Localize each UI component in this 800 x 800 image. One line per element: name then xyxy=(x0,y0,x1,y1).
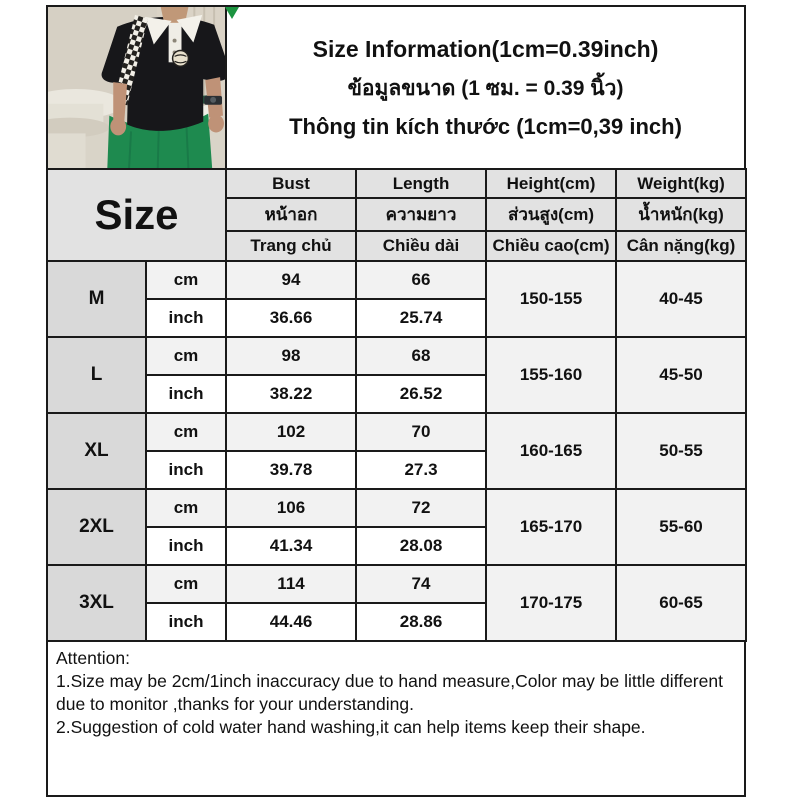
unit-cm-label: cm xyxy=(146,489,226,527)
size-label-xl: XL xyxy=(47,413,146,489)
table-row-l-cm xyxy=(47,337,746,375)
length-inch-value: 28.08 xyxy=(356,527,486,565)
table-row-2xl-cm xyxy=(47,489,746,527)
length-cm-value: 74 xyxy=(356,565,486,603)
unit-cm-label: cm xyxy=(146,565,226,603)
col-header-height-vi: Chiều cao(cm) xyxy=(486,231,616,261)
col-header-height-th: ส่วนสูง(cm) xyxy=(486,198,616,231)
product-photo-illustration xyxy=(48,7,225,168)
size-label-2xl: 2XL xyxy=(47,489,146,565)
size-header-cell: Size xyxy=(47,169,226,261)
col-header-length-vi: Chiều dài xyxy=(356,231,486,261)
weight-value: 60-65 xyxy=(616,565,746,641)
unit-cm-label: cm xyxy=(146,337,226,375)
unit-inch-label: inch xyxy=(146,527,226,565)
unit-inch-label: inch xyxy=(146,603,226,641)
bust-cm-value: 102 xyxy=(226,413,356,451)
weight-value: 50-55 xyxy=(616,413,746,489)
length-inch-value: 25.74 xyxy=(356,299,486,337)
header-row-en xyxy=(47,169,746,198)
bust-cm-value: 98 xyxy=(226,337,356,375)
size-chart-container xyxy=(46,5,746,797)
size-label-3xl: 3XL xyxy=(47,565,146,641)
unit-inch-label: inch xyxy=(146,451,226,489)
length-inch-value: 26.52 xyxy=(356,375,486,413)
col-header-weight-en: Weight(kg) xyxy=(616,169,746,198)
length-inch-value: 27.3 xyxy=(356,451,486,489)
weight-value: 55-60 xyxy=(616,489,746,565)
col-header-bust-th: หน้าอก xyxy=(226,198,356,231)
unit-inch-label: inch xyxy=(146,299,226,337)
top-block xyxy=(46,5,746,170)
weight-value: 40-45 xyxy=(616,261,746,337)
attention-line-2: 2.Suggestion of cold water hand washing,it can help items keep their shape. xyxy=(56,717,646,738)
attention-line-1: 1.Size may be 2cm/1inch inaccuracy due to hand measure,Color may be little different due to monitor ,thanks for your understanding. xyxy=(56,671,723,715)
table-row-3xl-cm xyxy=(47,565,746,603)
bust-inch-value: 36.66 xyxy=(226,299,356,337)
bust-cm-value: 94 xyxy=(226,261,356,299)
size-table xyxy=(46,168,747,642)
bust-inch-value: 44.46 xyxy=(226,603,356,641)
col-header-length-en: Length xyxy=(356,169,486,198)
bust-cm-value: 106 xyxy=(226,489,356,527)
length-inch-value: 28.86 xyxy=(356,603,486,641)
col-header-weight-vi: Cân nặng(kg) xyxy=(616,231,746,261)
bust-cm-value: 114 xyxy=(226,565,356,603)
height-value: 160-165 xyxy=(486,413,616,489)
size-info-titles xyxy=(227,7,744,168)
title-english: Size Information(1cm=0.39inch) xyxy=(312,35,659,62)
bust-inch-value: 39.78 xyxy=(226,451,356,489)
length-cm-value: 72 xyxy=(356,489,486,527)
col-header-length-th: ความยาว xyxy=(356,198,486,231)
height-value: 165-170 xyxy=(486,489,616,565)
length-cm-value: 70 xyxy=(356,413,486,451)
height-value: 155-160 xyxy=(486,337,616,413)
height-value: 170-175 xyxy=(486,565,616,641)
attention-label: Attention: xyxy=(56,648,130,668)
col-header-weight-th: น้ำหนัก(kg) xyxy=(616,198,746,231)
col-header-bust-en: Bust xyxy=(226,169,356,198)
unit-cm-label: cm xyxy=(146,413,226,451)
length-cm-value: 66 xyxy=(356,261,486,299)
unit-inch-label: inch xyxy=(146,375,226,413)
size-label-l: L xyxy=(47,337,146,413)
height-value: 150-155 xyxy=(486,261,616,337)
product-photo xyxy=(48,7,227,168)
size-label-m: M xyxy=(47,261,146,337)
attention-note xyxy=(46,640,746,797)
col-header-height-en: Height(cm) xyxy=(486,169,616,198)
title-thai: ข้อมูลขนาด (1 ซม. = 0.39 นิ้ว) xyxy=(347,76,624,100)
table-row-xl-cm xyxy=(47,413,746,451)
weight-value: 45-50 xyxy=(616,337,746,413)
bust-inch-value: 38.22 xyxy=(226,375,356,413)
length-cm-value: 68 xyxy=(356,337,486,375)
table-row-m-cm xyxy=(47,261,746,299)
green-corner-triangle-icon xyxy=(225,7,239,19)
col-header-bust-vi: Trang chủ xyxy=(226,231,356,261)
unit-cm-label: cm xyxy=(146,261,226,299)
bust-inch-value: 41.34 xyxy=(226,527,356,565)
title-vietnamese: Thông tin kích thước (1cm=0,39 inch) xyxy=(289,113,682,139)
